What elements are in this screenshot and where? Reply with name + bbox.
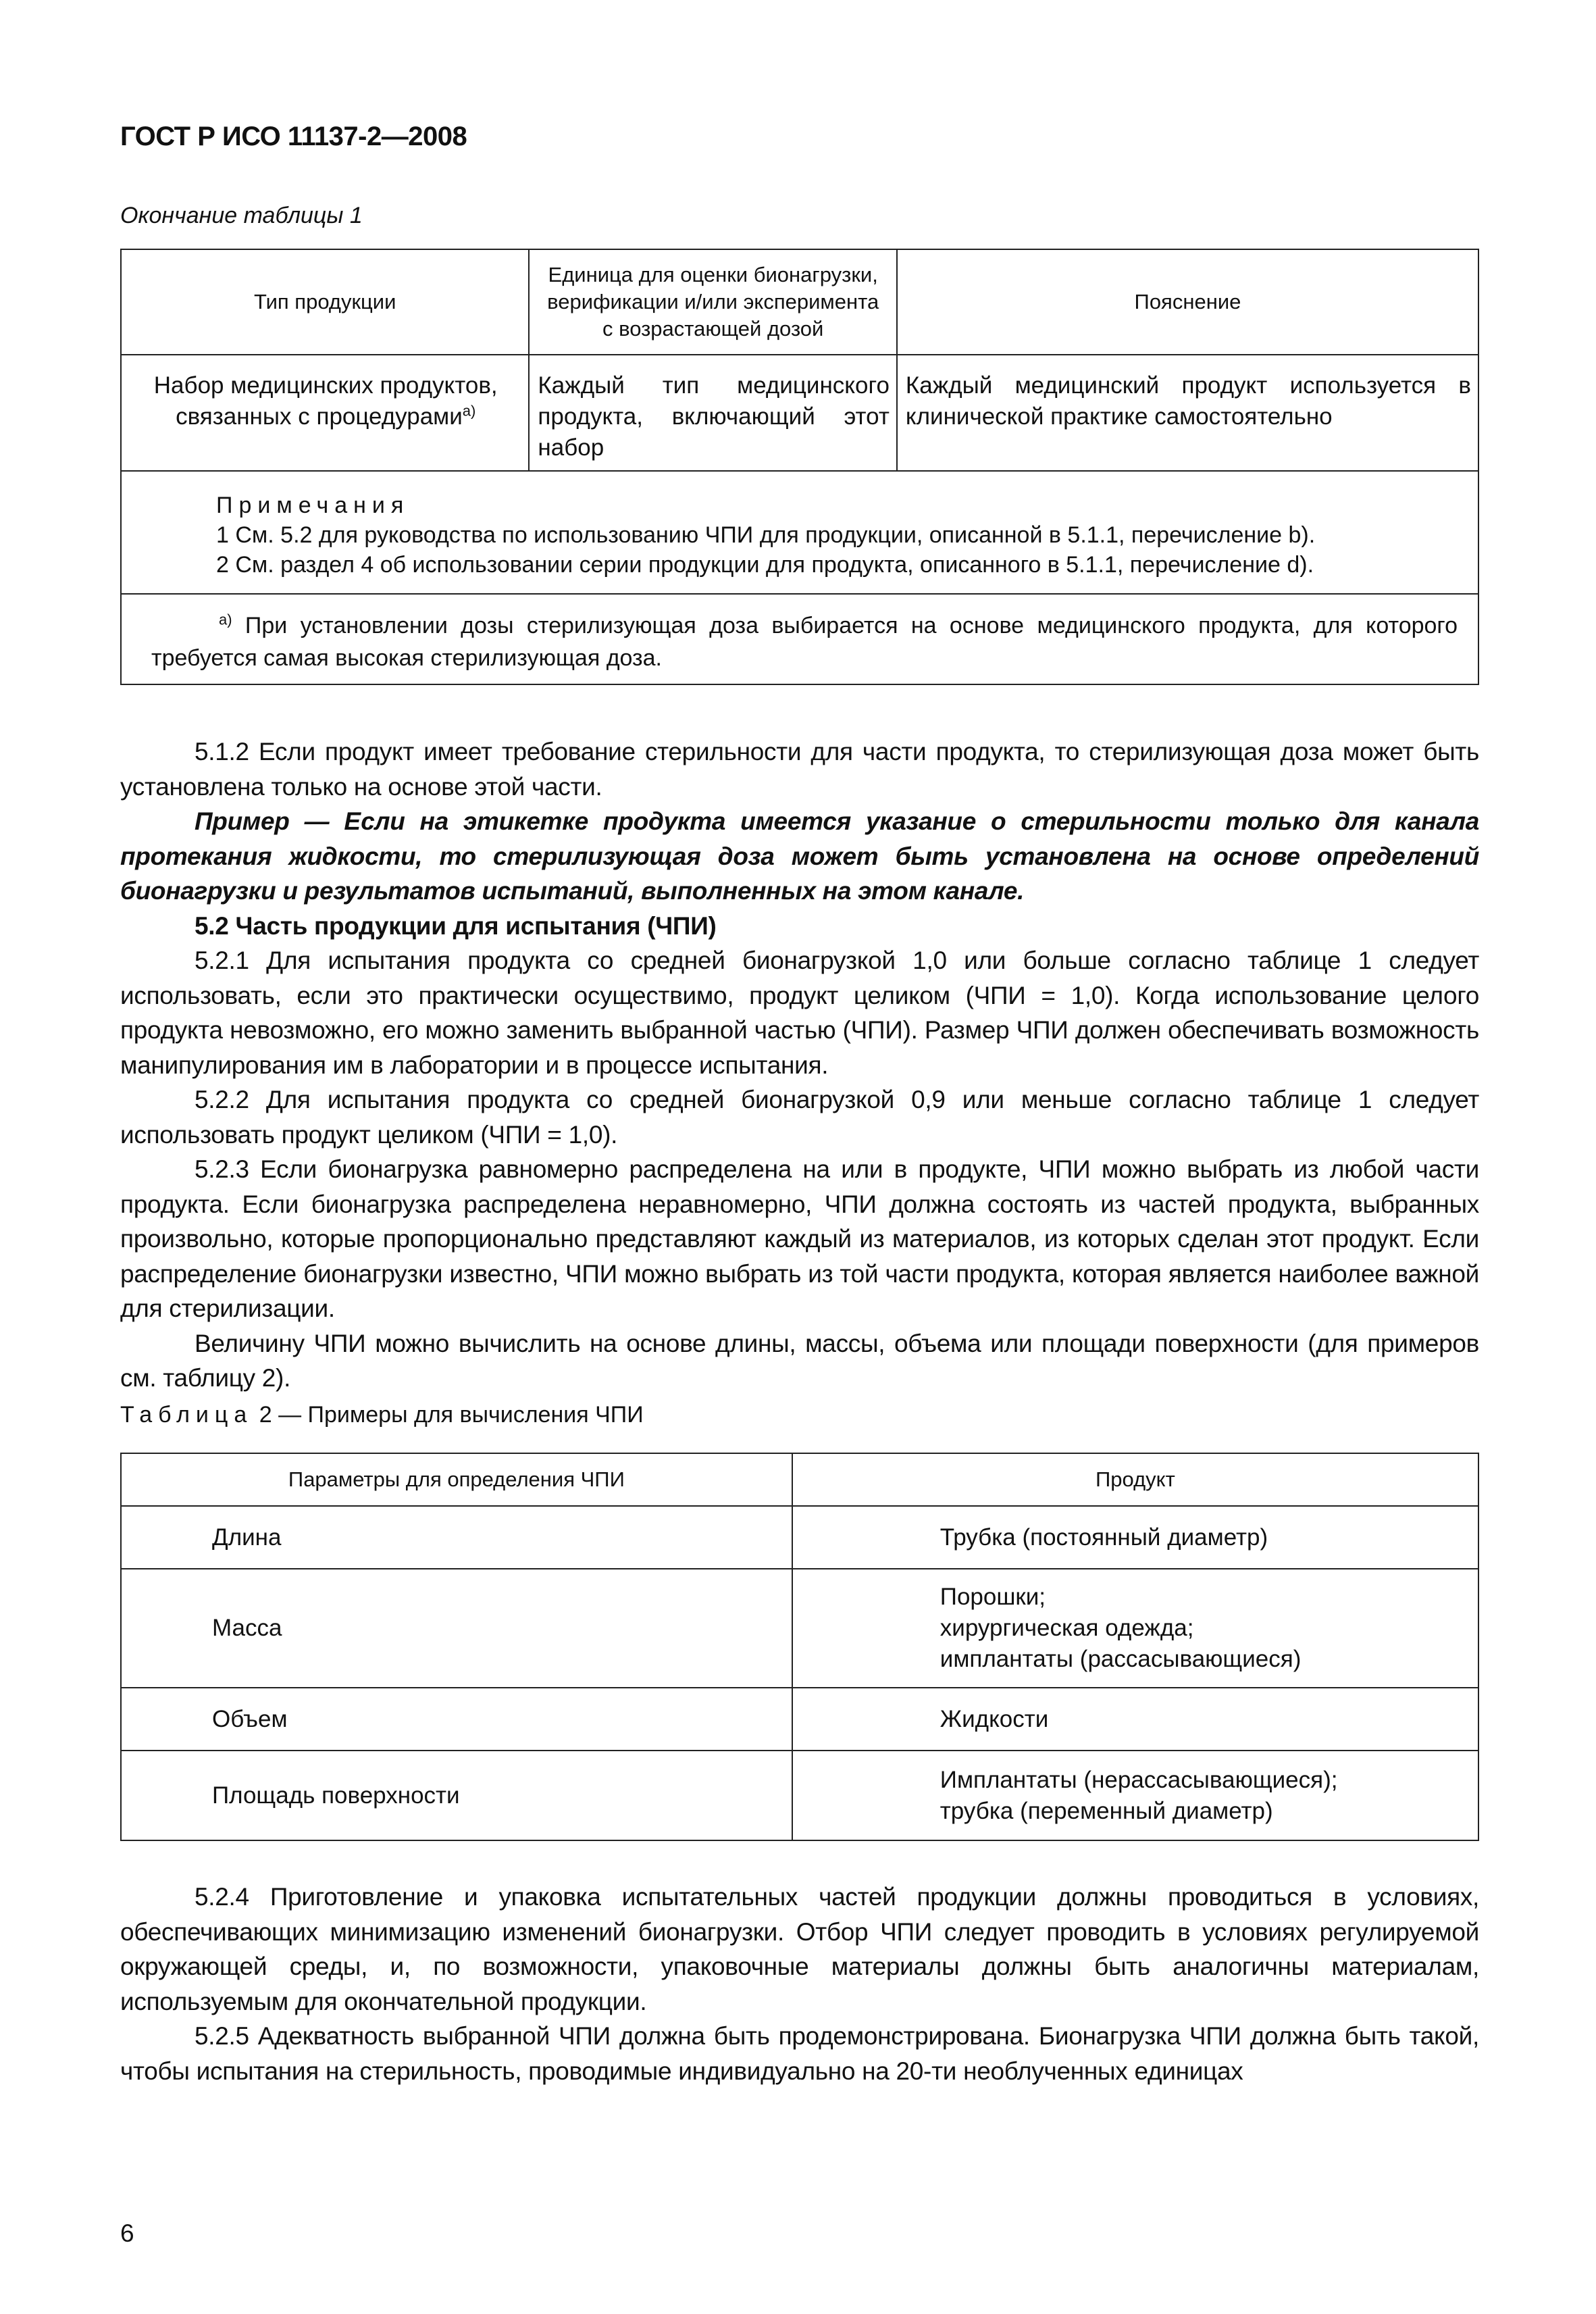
footnote-cell [121, 594, 1478, 684]
table-1-footnote-row [121, 594, 1478, 684]
paragraph-5-1-2: 5.1.2 Если продукт имеет требование стерильности для части продукта, то стерилизующая доза может быть установлена только на основе этой части. [120, 738, 1479, 801]
product-line: Жидкости [939, 1705, 1049, 1732]
product-line: трубка (переменный диаметр) [939, 1797, 1273, 1824]
page-number: 6 [120, 2219, 134, 2247]
footnote-ref: а) [462, 402, 476, 420]
product-line: имплантаты (рассасывающиеся) [939, 1646, 1302, 1672]
table-cell-product [792, 1569, 1478, 1688]
notes-cell [121, 471, 1478, 594]
document-code-header: ГОСТ Р ИСО 11137-2—2008 [120, 122, 467, 151]
table-2-caption-label: Таблица [120, 1402, 253, 1428]
table-2-caption-text: 2 — Примеры для вычисления ЧПИ [253, 1402, 644, 1428]
table-row [121, 1506, 1478, 1569]
table-cell-unit: Каждый тип медицинского продукта, включающий этот набор [529, 355, 897, 471]
footnote-mark: а) [219, 611, 232, 628]
section-text-upper [120, 734, 1479, 1396]
section-heading-5-2: 5.2 Часть продукции для испытания (ЧПИ) [195, 911, 717, 940]
table-cell-product [792, 1506, 1478, 1569]
table-cell-product [792, 1688, 1478, 1751]
table-cell-param: Объем [121, 1688, 792, 1751]
table-2-col-header: Продукт [792, 1453, 1478, 1506]
table-row [121, 1688, 1478, 1751]
table-row [121, 1569, 1478, 1688]
paragraph-size: Величину ЧПИ можно вычислить на основе длины, массы, объема или площади поверхности (для примеров см. таблицу 2). [120, 1329, 1479, 1392]
table-cell-param: Площадь поверхности [121, 1751, 792, 1840]
table-cell-explanation: Каждый медицинский продукт используется в клинической практике самостоятельно [897, 355, 1478, 471]
table-1-col-header: Единица для оценки бионагрузки, верификации и/или эксперимента с возрастающей дозой [529, 249, 897, 355]
table-1-notes-row [121, 471, 1478, 594]
table-2 [120, 1453, 1479, 1841]
table-continuation-caption: Окончание таблицы 1 [120, 203, 363, 228]
table-2-col-header: Параметры для определения ЧПИ [121, 1453, 792, 1506]
paragraph-5-2-4: 5.2.4 Приготовление и упаковка испытательных частей продукции должны проводиться в условиях, обеспечивающих минимизацию изменений бионагрузки. Отбор ЧПИ следует проводить в условиях регулируемой окружающей среды, и, по возможности, упаковочные материалы должны быть аналогичны материалам, используемым для окончательной продукции. [120, 1883, 1479, 2015]
note-item: 2 См. раздел 4 об использовании серии продукции для продукта, описанного в 5.1.1, перечисление d). [216, 552, 1314, 578]
table-1-col-header: Пояснение [897, 249, 1478, 355]
table-cell-param: Масса [121, 1569, 792, 1688]
table-cell-type [121, 355, 529, 471]
table-cell-product [792, 1751, 1478, 1840]
table-cell-param: Длина [121, 1506, 792, 1569]
product-line: Трубка (постоянный диаметр) [939, 1524, 1268, 1551]
table-row [121, 355, 1478, 471]
product-line: Имплантаты (нерассасывающиеся); [939, 1766, 1338, 1793]
section-text-lower [120, 1880, 1479, 2088]
table-1-col-header: Тип продукции [121, 249, 529, 355]
paragraph-5-2-5: 5.2.5 Адекватность выбранной ЧПИ должна быть продемонстрирована. Бионагрузка ЧПИ должна быть такой, чтобы испытания на стерильность, проводимые индивидуально на 20-ти необлученных единицах [120, 2022, 1479, 2085]
table-2-caption [120, 1402, 644, 1428]
notes-title: Примечания [216, 493, 410, 518]
footnote-text: При установлении дозы стерилизующая доза выбирается на основе медицинского продукта, для которого требуется самая высокая стерилизующая доза. [151, 613, 1458, 671]
table-2-header-row [121, 1453, 1478, 1506]
example-paragraph: Пример — Если на этикетке продукта имеется указание о стерильности только для канала протекания жидкости, то стерилизующая доза может быть установлена на основе определений бионагрузки и результатов испытаний, выполненных на этом канале. [120, 807, 1479, 905]
product-line: Порошки; [939, 1584, 1046, 1610]
note-item: 1 См. 5.2 для руководства по использованию ЧПИ для продукции, описанной в 5.1.1, перечисление b). [216, 522, 1316, 548]
product-type-text: Набор медицинских продуктов, связанных с процедурами [153, 372, 498, 430]
table-1-header-row [121, 249, 1478, 355]
paragraph-5-2-2: 5.2.2 Для испытания продукта со средней бионагрузкой 0,9 или меньше согласно таблице 1 следует использовать продукт целиком (ЧПИ = 1,0). [120, 1086, 1479, 1149]
table-row [121, 1751, 1478, 1840]
paragraph-5-2-3: 5.2.3 Если бионагрузка равномерно распределена на или в продукте, ЧПИ можно выбрать из любой части продукта. Если бионагрузка распределена неравномерно, ЧПИ должна состоять из частей продукта, выбранных произвольно, которые пропорционально представляют каждый из материалов, из которых сделан этот продукт. Если распределение бионагрузки известно, ЧПИ можно выбрать из той части продукта, которая является наиболее важной для стерилизации. [120, 1155, 1479, 1322]
table-1 [120, 249, 1479, 685]
paragraph-5-2-1: 5.2.1 Для испытания продукта со средней бионагрузкой 1,0 или больше согласно таблице 1 следует использовать, если это практически осуществимо, продукт целиком (ЧПИ = 1,0). Когда использование целого продукта невозможно, его можно заменить выбранной частью (ЧПИ). Размер ЧПИ должен обеспечивать возможность манипулирования им в лаборатории и в процессе испытания. [120, 947, 1479, 1079]
product-line: хирургическая одежда; [939, 1615, 1194, 1641]
